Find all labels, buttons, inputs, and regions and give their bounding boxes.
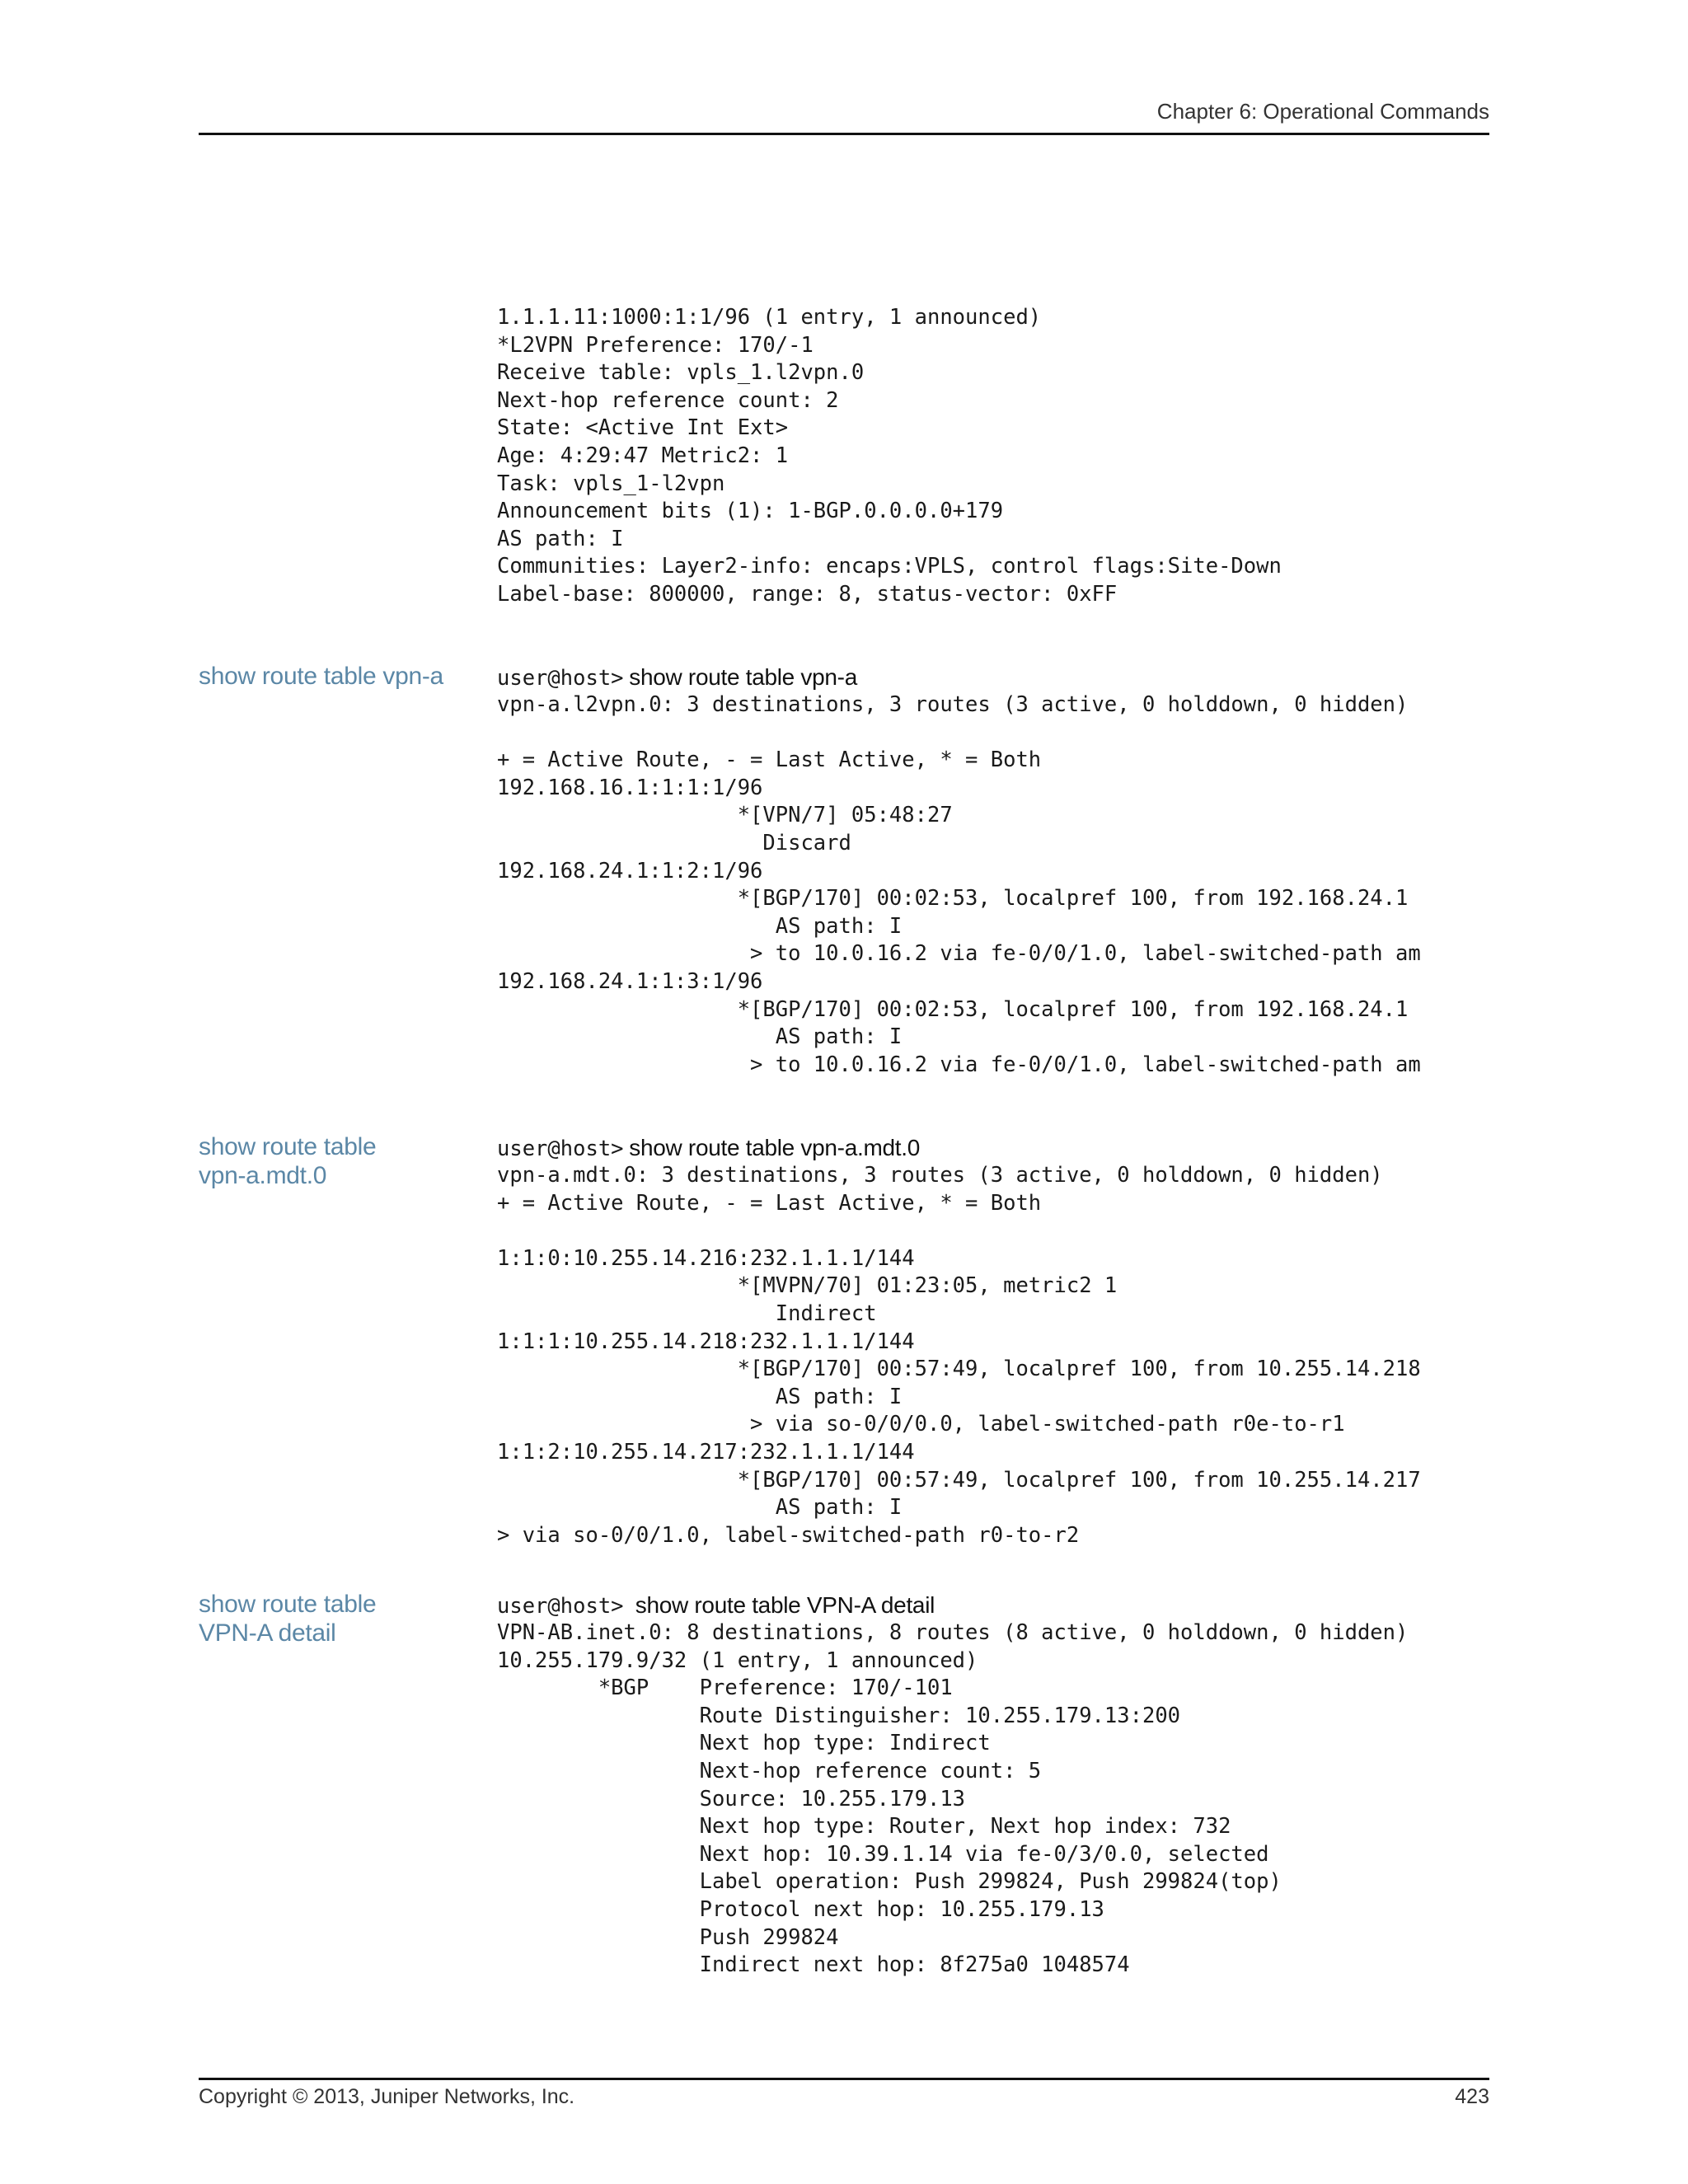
section-heading-vpn-a-detail: show route table VPN-A detail [199,1591,377,1647]
prompt: user@host> [497,1594,624,1619]
command-output-vpn-a-detail: VPN-AB.inet.0: 8 destinations, 8 routes (8 active, 0 holddown, 0 hidden) 10.255.179.9/32 (1 entry, 1 announced) *BGP Preference: 170/-101 Route Distinguisher: 10.255.179.13:200 Next hop type: Indirect Next-hop reference count: 5 Source: 10.255.179.13 Next hop type: Router, Next hop index: 732 Next hop: 10.39.1.14 via fe-0/3/0.0, selected Label operation: Push 299824, Push 299824(top) Protocol next hop: 10.255.179.13 Push 299824 Indirect next hop: 8f275a0 1048574 [497,1620,1409,1978]
continued-route-output: 1.1.1.11:1000:1:1/96 (1 entry, 1 announced) *L2VPN Preference: 170/-1 Receive table: vpls_1.l2vpn.0 Next-hop reference count: 2 State: <Active Int Ext> Age: 4:29:47 Metric2: 1 Task: vpls_1-l2vpn Announcement bits (1): 1-BGP.0.0.0.0+179 AS path: I Communities: Layer2-info: encaps:VPLS, control flags:Site-Down Label-base: 800000, range: 8, status-vector: 0xFF [497,305,1282,607]
footer-rule [199,2078,1489,2080]
page-number: 423 [1455,2085,1489,2108]
command-text: show route table vpn-a [629,664,857,690]
header-rule [199,133,1489,135]
prompt: user@host> [497,666,624,691]
footer-copyright: Copyright © 2013, Juniper Networks, Inc. [199,2085,575,2108]
section-heading-vpn-a-mdt: show route table vpn-a.mdt.0 [199,1133,377,1189]
section-heading-vpn-a: show route table vpn-a [199,663,443,690]
command-text: show route table vpn-a.mdt.0 [629,1135,920,1160]
command-line-vpn-a-detail [497,1591,935,1621]
command-line-vpn-a [497,663,857,693]
running-header: Chapter 6: Operational Commands [1156,99,1489,124]
prompt: user@host> [497,1137,624,1161]
command-output-vpn-a: vpn-a.l2vpn.0: 3 destinations, 3 routes (3 active, 0 holddown, 0 hidden) + = Active Route, - = Last Active, * = Both 192.168.16.1:1:1:1/96 *[VPN/7] 05:48:27 Discard 192.168.24.1:1:2:1/96 *[BGP/170] 00:02:53, localpref 100, from 192.168.24.1 AS path: I > to 10.0.16.2 via fe-0/0/1.0, label-switched-path am 192.168.24.1:1:3:1/96 *[BGP/170] 00:02:53, localpref 100, from 192.168.24.1 AS path: I > to 10.0.16.2 via fe-0/0/1.0, label-switched-path am [497,692,1421,1077]
command-output-vpn-a-mdt: vpn-a.mdt.0: 3 destinations, 3 routes (3 active, 0 holddown, 0 hidden) + = Active Route, - = Last Active, * = Both 1:1:0:10.255.14.216:232.1.1.1/144 *[MVPN/70] 01:23:05, metric2 1 Indirect 1:1:1:10.255.14.218:232.1.1.1/144 *[BGP/170] 00:57:49, localpref 100, from 10.255.14.218 AS path: I > via so-0/0/0.0, label-switched-path r0e-to-r1 1:1:2:10.255.14.217:232.1.1.1/144 *[BGP/170] 00:57:49, localpref 100, from 10.255.14.217 AS path: I > via so-0/0/1.0, label-switched-path r0-to-r2 [497,1163,1421,1548]
command-line-vpn-a-mdt [497,1134,920,1164]
command-text: show route table VPN-A detail [629,1592,935,1618]
